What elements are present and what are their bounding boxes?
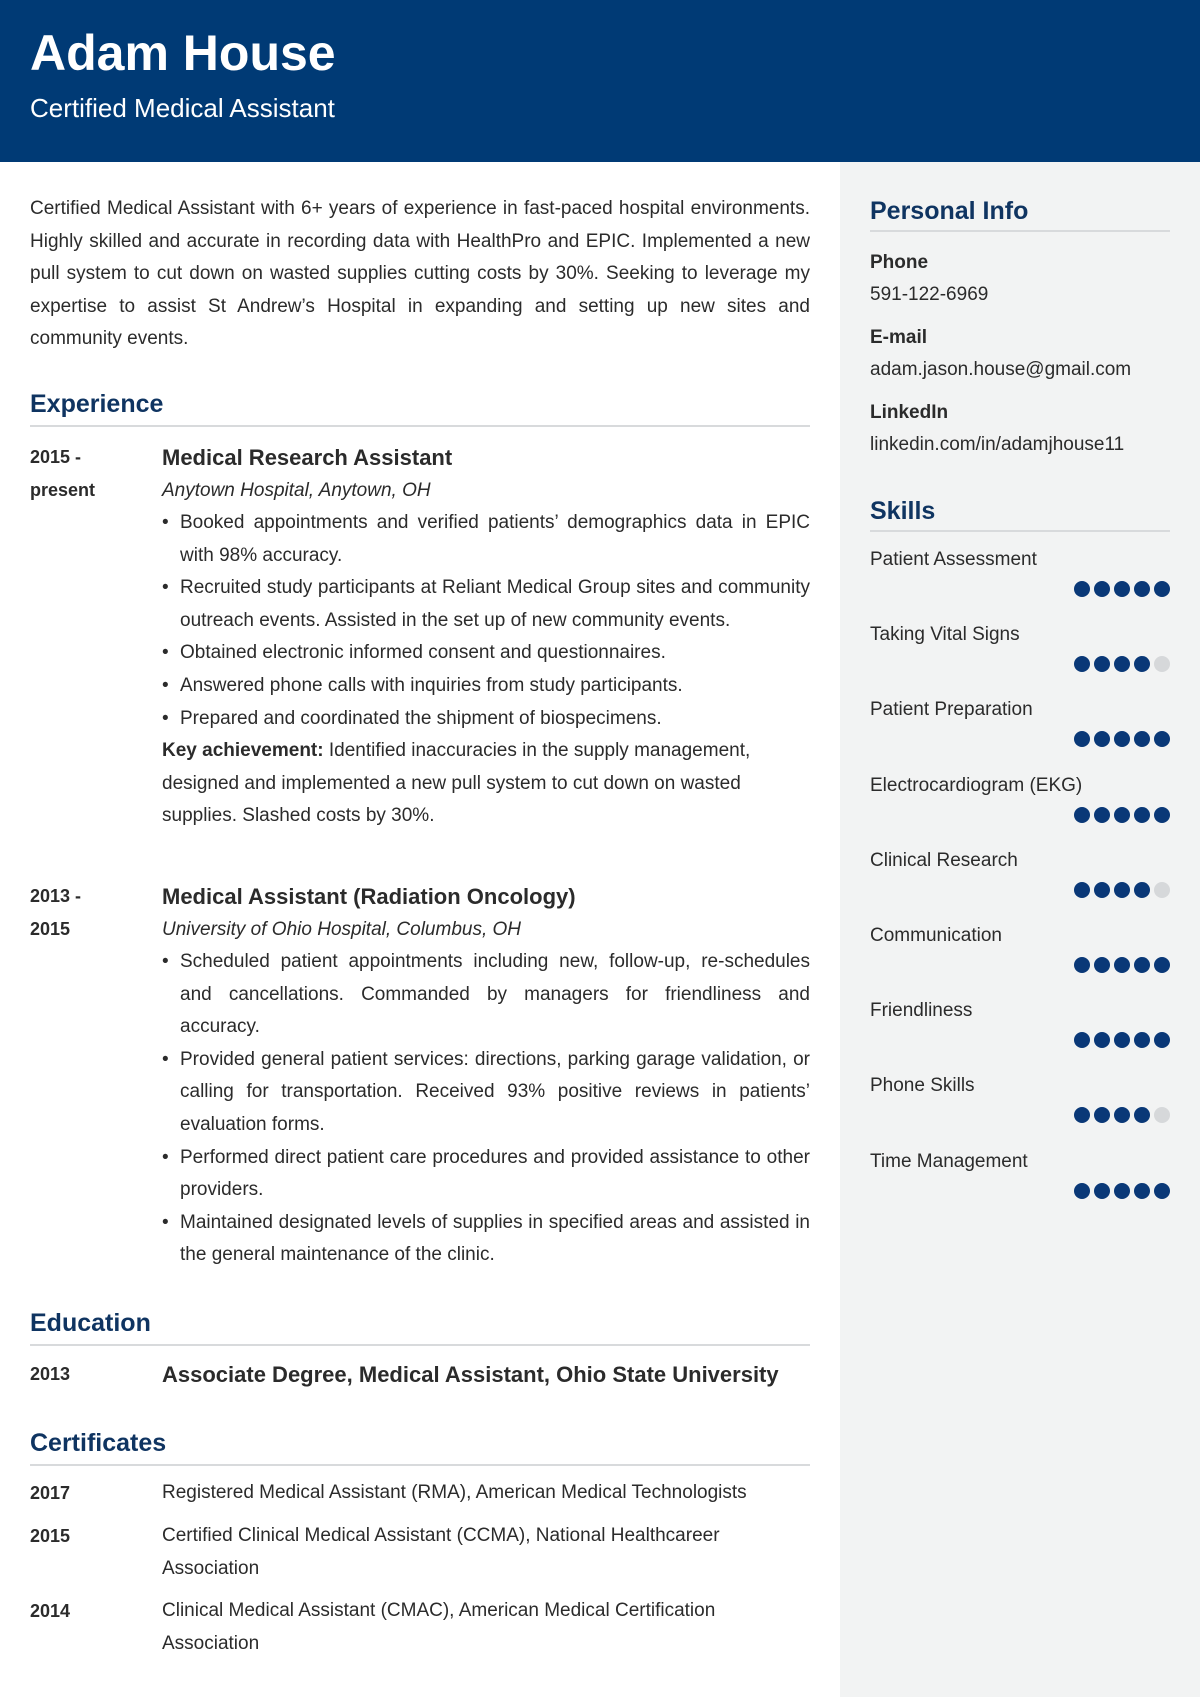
profile-summary: Certified Medical Assistant with 6+ years of experience in fast-paced hospital environments. Highly skilled and accurate in recording data with HealthPro and EPIC. Implemented a new pull system to cut down on wasted supplies cutting costs by 30%. Seeking to leverage my expertise to assist St Andrew’s Hospital in expanding and setting up new sites and community events. [30, 198, 810, 350]
rating-dot-filled [1114, 656, 1130, 672]
skill-rating [1074, 882, 1170, 898]
skill-name: Phone Skills [870, 1075, 975, 1097]
rating-dot-filled [1094, 581, 1110, 597]
job-bullet: • Answered phone calls with inquiries from study participants. [162, 670, 810, 703]
rating-dot-filled [1134, 1032, 1150, 1048]
rating-dot-filled [1154, 957, 1170, 973]
rating-dot-filled [1134, 581, 1150, 597]
education-year: 2013 [30, 1364, 71, 1384]
phone-label: Phone [870, 252, 929, 273]
skill-item [870, 1000, 1170, 1060]
rating-dot-filled [1154, 581, 1170, 597]
certificate-content [162, 1520, 810, 1585]
skill-name: Clinical Research [870, 849, 1018, 871]
job-bullets [162, 507, 810, 735]
certificate-text: Clinical Medical Assistant (CMAC), American Medical Certification Association [162, 1600, 716, 1654]
skill-name: Electrocardiogram (EKG) [870, 774, 1083, 796]
rating-dot-filled [1094, 1107, 1110, 1123]
rating-dot-filled [1094, 656, 1110, 672]
rating-dot-filled [1114, 807, 1130, 823]
skill-rating [1074, 1107, 1170, 1123]
skill-item [870, 1151, 1170, 1211]
resume-header [0, 0, 1200, 162]
skill-rating [1074, 1183, 1170, 1199]
certificate-content [162, 1595, 810, 1660]
candidate-name: Adam House [30, 25, 336, 81]
rating-dot-empty [1154, 1107, 1170, 1123]
experience-heading: Experience [30, 390, 810, 427]
job-title: Medical Assistant (Radiation Oncology) [162, 884, 576, 909]
certificate-text: Certified Clinical Medical Assistant (CCMA), National Healthcareer Association [162, 1525, 720, 1579]
rating-dot-filled [1114, 1107, 1130, 1123]
certificates-heading: Certificates [30, 1429, 810, 1466]
rating-dot-filled [1114, 581, 1130, 597]
rating-dot-filled [1074, 807, 1090, 823]
skill-name: Friendliness [870, 1000, 973, 1022]
skill-rating [1074, 957, 1170, 973]
rating-dot-filled [1074, 731, 1090, 747]
rating-dot-filled [1114, 1183, 1130, 1199]
job-bullet: • Scheduled patient appointments including new, follow-up, re-schedules and cancellations. Commanded by managers for friendliness and accuracy. [162, 946, 810, 1044]
rating-dot-filled [1094, 1032, 1110, 1048]
rating-dot-filled [1154, 1183, 1170, 1199]
rating-dot-filled [1154, 1032, 1170, 1048]
rating-dot-filled [1154, 807, 1170, 823]
job-bullet: • Maintained designated levels of supplies in specified areas and assisted in the general maintenance of the clinic. [162, 1207, 810, 1272]
key-achievement [162, 735, 810, 833]
rating-dot-filled [1074, 957, 1090, 973]
job-company: Anytown Hospital, Anytown, OH [162, 480, 431, 501]
rating-dot-filled [1114, 957, 1130, 973]
skill-name: Patient Assessment [870, 549, 1037, 570]
linkedin-label: LinkedIn [870, 402, 949, 423]
job-bullet: • Booked appointments and verified patients’ demographics data in EPIC with 98% accuracy. [162, 507, 810, 572]
key-achievement-label: Key achievement: [162, 740, 324, 762]
email-label: E-mail [870, 327, 928, 348]
rating-dot-filled [1134, 656, 1150, 672]
skills-heading: Skills [870, 497, 1170, 532]
rating-dot-filled [1094, 1183, 1110, 1199]
job-bullet: • Recruited study participants at Reliant Medical Group sites and community outreach events. Assisted in the set up of new community events. [162, 572, 810, 637]
certificate-text: Registered Medical Assistant (RMA), American Medical Technologists [162, 1482, 747, 1503]
rating-dot-filled [1074, 1107, 1090, 1123]
email-value: adam.jason.house@gmail.com [870, 359, 1132, 380]
job-content [162, 441, 810, 833]
rating-dot-filled [1134, 882, 1150, 898]
linkedin-value: linkedin.com/in/adamjhouse11 [870, 434, 1125, 455]
rating-dot-filled [1094, 731, 1110, 747]
job-date-end: present [30, 480, 96, 500]
education-degree: Associate Degree, Medical Assistant, Ohio State University [162, 1362, 779, 1387]
skill-name: Time Management [870, 1150, 1028, 1172]
skill-item [870, 699, 1170, 759]
job-bullet: • Performed direct patient care procedures and provided assistance to other providers. [162, 1142, 810, 1207]
job-bullets [162, 946, 810, 1272]
rating-dot-filled [1094, 882, 1110, 898]
job-date [30, 880, 140, 946]
job-date [30, 441, 140, 507]
job-content [162, 880, 810, 1272]
job-date-end: 2015 [30, 919, 71, 939]
skill-rating [1074, 1032, 1170, 1048]
skill-name: Communication [870, 925, 1002, 946]
rating-dot-filled [1094, 807, 1110, 823]
rating-dot-filled [1114, 1032, 1130, 1048]
rating-dot-filled [1074, 581, 1090, 597]
rating-dot-filled [1154, 731, 1170, 747]
rating-dot-filled [1074, 1183, 1090, 1199]
skill-name: Taking Vital Signs [870, 624, 1020, 646]
skill-item [870, 775, 1170, 835]
rating-dot-filled [1114, 731, 1130, 747]
skill-item [870, 1075, 1170, 1135]
personal-info-heading: Personal Info [870, 197, 1170, 232]
skill-item [870, 624, 1170, 684]
job-bullet: • Provided general patient services: directions, parking garage validation, or calling for transportation. Received 93% positive reviews in patients’ evaluation forms. [162, 1044, 810, 1142]
certificate-year: 2017 [30, 1483, 71, 1503]
rating-dot-filled [1114, 882, 1130, 898]
certificate-year: 2014 [30, 1601, 71, 1621]
certificate-content [162, 1477, 810, 1510]
skill-rating [1074, 807, 1170, 823]
skill-item [870, 925, 1170, 985]
rating-dot-filled [1134, 1107, 1150, 1123]
rating-dot-filled [1134, 807, 1150, 823]
job-date-start: 2013 - [30, 886, 82, 906]
job-bullet: • Obtained electronic informed consent and questionnaires. [162, 637, 810, 670]
phone-value: 591-122-6969 [870, 284, 989, 305]
job-title: Medical Research Assistant [162, 445, 453, 470]
rating-dot-filled [1094, 957, 1110, 973]
skill-rating [1074, 581, 1170, 597]
skill-rating [1074, 656, 1170, 672]
skill-item [870, 549, 1170, 609]
skill-item [870, 850, 1170, 910]
job-date-start: 2015 - [30, 447, 82, 467]
education-content [162, 1358, 810, 1391]
rating-dot-filled [1074, 1032, 1090, 1048]
skill-name: Patient Preparation [870, 699, 1033, 721]
certificate-year: 2015 [30, 1526, 71, 1546]
key-achievement-text: Identified inaccuracies in the supply management, designed and implemented a new pull system to cut down on wasted supplies. Slashed costs by 30%. [162, 740, 751, 827]
rating-dot-filled [1134, 1183, 1150, 1199]
rating-dot-filled [1134, 957, 1150, 973]
job-company: University of Ohio Hospital, Columbus, OH [162, 919, 522, 940]
rating-dot-filled [1074, 882, 1090, 898]
skill-rating [1074, 731, 1170, 747]
rating-dot-empty [1154, 882, 1170, 898]
rating-dot-empty [1154, 656, 1170, 672]
education-heading: Education [30, 1309, 810, 1346]
rating-dot-filled [1074, 656, 1090, 672]
job-bullet: • Prepared and coordinated the shipment of biospecimens. [162, 703, 810, 736]
candidate-title: Certified Medical Assistant [30, 93, 335, 123]
rating-dot-filled [1134, 731, 1150, 747]
